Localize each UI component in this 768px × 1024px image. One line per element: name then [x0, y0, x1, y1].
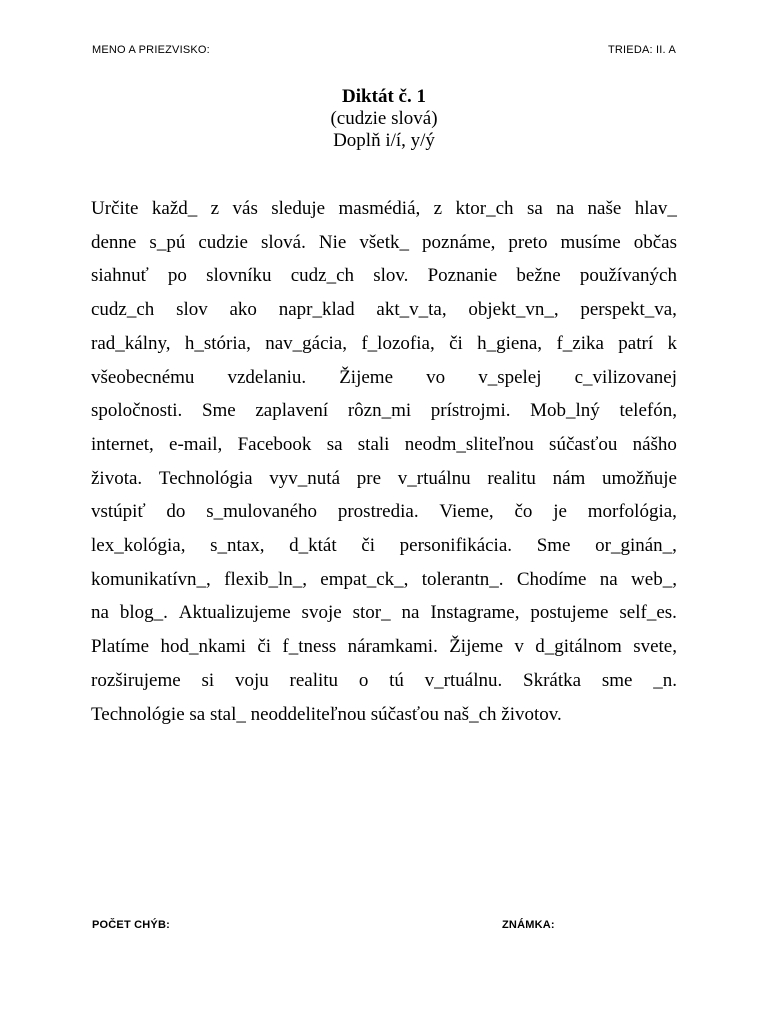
text-line: Technológie sa stal_ neoddeliteľnou súčasťou naš_ch životov.: [91, 703, 562, 725]
text-line: rad_kálny, h_stória, nav_gácia, f_lozofia, či h_giena, f_zika patrí k: [91, 332, 677, 354]
text-line: cudz_ch slov ako napr_klad akt_v_ta, objekt_vn_, perspekt_va,: [91, 299, 677, 321]
text-line: komunikatívn_, flexib_ln_, empat_ck_, tolerantn_. Chodíme na web_,: [91, 568, 677, 590]
text-line: všeobecnému vzdelaniu. Žijeme vo v_spelej c_vilizovanej: [91, 366, 677, 388]
text-line: lex_kológia, s_ntax, d_ktát či personifikácia. Sme or_ginán_,: [91, 535, 677, 557]
errors-count-label: POČET CHÝB:: [92, 919, 170, 931]
grade-label: ZNÁMKA:: [502, 919, 555, 931]
text-line: Platíme hod_nkami či f_tness náramkami. Žijeme v d_gitálnom svete,: [91, 636, 677, 658]
text-line: Určite každ_ z vás sleduje masmédiá, z ktor_ch sa na naše hlav_: [91, 198, 677, 219]
text-line: internet, e-mail, Facebook sa stali neodm_sliteľnou súčasťou nášho: [91, 433, 677, 455]
name-label: MENO A PRIEZVISKO:: [92, 44, 210, 56]
text-line: siahnuť po slovníku cudz_ch slov. Poznanie bežne používaných: [91, 265, 677, 287]
text-line: spoločnosti. Sme zaplavení rôzn_mi prístrojmi. Mob_lný telefón,: [91, 400, 677, 422]
instruction-text: Doplň i/í, y/ý: [333, 130, 435, 151]
text-line: na blog_. Aktualizujeme svoje stor_ na Instagrame, postujeme self_es.: [91, 602, 677, 624]
text-line: vstúpiť do s_mulovaného prostredia. Vieme, čo je morfológia,: [91, 501, 677, 523]
dictation-text: [91, 192, 677, 731]
text-line: života. Technológia vyv_nutá pre v_rtuálnu realitu nám umožňuje: [91, 467, 677, 489]
page-subtitle: (cudzie slová): [330, 108, 438, 129]
text-line: denne s_pú cudzie slová. Nie všetk_ poznáme, preto musíme občas: [91, 231, 677, 253]
title-block: [0, 86, 768, 152]
text-line: rozširujeme si voju realitu o tú v_rtuálnu. Skrátka sme _n.: [91, 669, 677, 691]
class-label: TRIEDA: II. A: [607, 44, 676, 56]
page-title: Diktát č. 1: [342, 86, 426, 107]
